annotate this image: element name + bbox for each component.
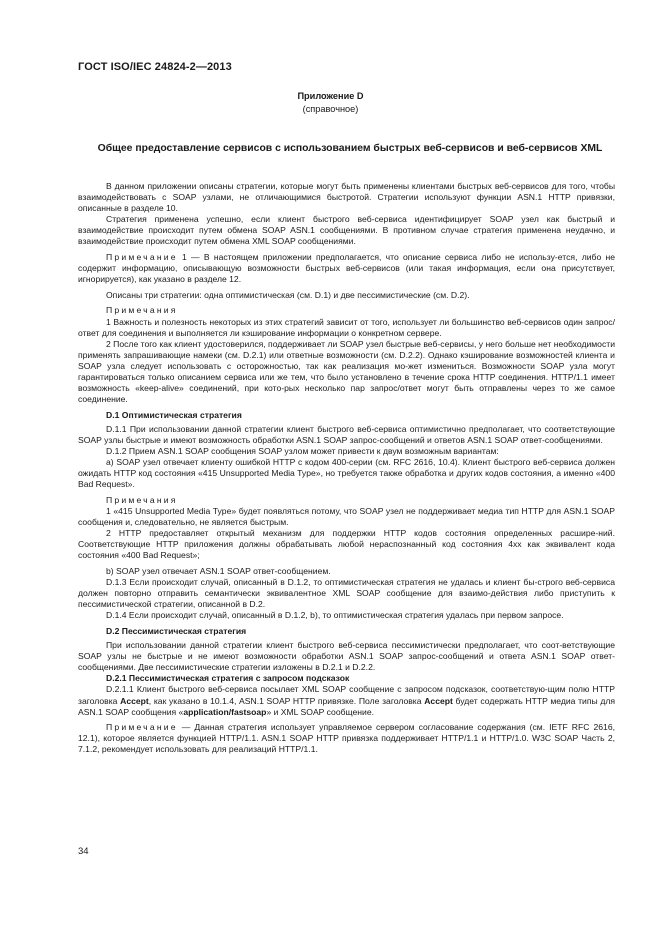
clause: D.1.3 Если происходит случай, описанный в D.1.2, то оптимистическая стратегия не удалась и клиент бы-строго веб-сервиса должен повторно отправить семантически эквивалентное XML SOAP сообщение для взаимо-действия либо приступить к пессимистической стратегии, описанной в D.2. — [78, 577, 615, 610]
note-item: 1 «415 Unsupported Media Type» будет появляться потому, что SOAP узел не поддерживает медиа тип HTTP для ASN.1 SOAP сообщения и, следовательно, не является быстрым. — [78, 506, 615, 528]
clause: D.2.1.1 Клиент быстрого веб-сервиса посылает XML SOAP сообщение с запросом подсказок, соответствую-щим полю HTTP заголовка Accept, как указано в 10.1.4, ASN.1 SOAP HTTP привязке. Поле заголовка Accept будет содержать HTTP медиа типы для ASN.1 SOAP сообщения «application/fastsoap» и XML SOAP сообщение. — [78, 684, 616, 717]
note-item: 2 После того как клиент удостоверился, поддерживает ли SOAP узел быстрые веб-сервисы, у него больше нет необходимости применять запрашивающие намеки (см. D.2.1) или ответные возможности (см. D.2.2). Однако кэширование возможностей клиента и SOAP узла следует использовать с осторожностью, так как реализация мо-жет измениться. Возможности SOAP узла могут гарантироваться только описанием сервиса или же тем, что было установлено в течение срока HTTP соединения. HTTP/1.1 имеет возможность «keep-alive» соединений, при кото-рых несколько пар запрос/ответ могут быть отправлены через то же самое соединение. — [78, 338, 615, 405]
note — [78, 722, 615, 755]
appendix-heading — [0, 90, 661, 115]
clause-item: b) SOAP узел отвечает ASN.1 SOAP ответ-сообщением. — [106, 566, 331, 576]
section-title: Общее предоставление сервисов с использованием быстрых веб-сервисов и веб-сервисов XML — [97, 143, 603, 154]
paragraph: Описаны три стратегии: одна оптимистическая (см. D.1) и две пессимистические (см. D.2). — [106, 289, 470, 300]
page-number: 34 — [78, 846, 89, 857]
note-text: — Данная стратегия использует управляемое сервером согласование содержания (см. IETF RFC 2616, 12.1), которое является функцией HTTP/1.1. ASN.1 SOAP HTTP привязка поддерживает HTTP/1.1 и HTTP/1.0. W3C SOAP Часть 2, 7.1.2, рекомендует использовать для реализаций HTTP/1.1. — [78, 722, 615, 755]
subsection-heading: D.1 Оптимистическая стратегия — [106, 409, 242, 420]
note-text: 1 — В настоящем приложении предполагается, что описание сервиса либо не использу-ется, либо не содержит информацию, описывающую возможности быстрых веб-сервисов (или такая информация, если она присутствует, игнорируется), как указано в разделе 12. — [78, 252, 615, 285]
clause-item: a) SOAP узел отвечает клиенту ошибкой HTTP с кодом 400-серии (см. RFC 2616, 10.4). Клиент быстрого веб-сервиса должен ожидать HTTP код состояния «415 Unsupported Media Type», но требуется также обработка и других кодов состояния, а именно «400 Bad Request». — [78, 457, 615, 490]
appendix-subtitle: (справочное) — [302, 103, 359, 114]
clause: D.1.1 При использовании данной стратегии клиент быстрого веб-сервиса оптимистично предполагает, что соответствующие SOAP узлы быстрые и имеют возможность обработки ASN.1 SOAP запрос-сообщений и ответов ASN.1 SOAP ответ-сообщениями. — [78, 423, 615, 445]
appendix-title: Приложение D — [297, 91, 364, 101]
note-item: 2 HTTP предоставляет открытый механизм для поддержки HTTP кодов состояния определенных расшире-ний. Соответствующие HTTP приложения должны обрабатывать любой нераспознанный код состояния 4xx как эквивалент кода состояния «400 Bad Request»; — [78, 528, 615, 561]
paragraph: Стратегия применена успешно, если клиент быстрого веб-сервиса идентифицирует SOAP узел как быстрый и взаимодействие происходит путем обмена SOAP ASN.1 сообщениями. В противном случае стратегия применена неудачно, и взаимодействие происходит путем обмена XML SOAP сообщениями. — [78, 214, 615, 247]
note-label: Примечание — [106, 252, 178, 263]
subsection-heading: D.2 Пессимистическая стратегия — [106, 625, 247, 636]
paragraph: В данном приложении описаны стратегии, которые могут быть применены клиентами быстрых веб-сервисов для того, чтобы взаимодействовать с SOAP узлами, не отличающимися быстротой. Стратегии используют функции ASN.1 HTTP привязки, описанные в разделе 10. — [78, 181, 615, 214]
clause: D.1.4 Если происходит случай, описанный в D.1.2, b), то оптимистическая стратегия удалась при первом запросе. — [106, 610, 564, 621]
document-body — [78, 181, 615, 756]
paragraph: При использовании данной стратегии клиент быстрого веб-сервиса пессимистически предполагает, что соот-ветствующие SOAP узлы не быстрые и не имеют возможности обработки ASN.1 SOAP запрос-сообщений и ответа ASN.1 SOAP ответ-сообщениями. Две пессимистические стратегии изложены в D.2.1 и D.2.2. — [78, 640, 615, 673]
clause: D.1.2 Прием ASN.1 SOAP сообщения SOAP узлом может привести к двум возможным вариантам: — [106, 446, 499, 457]
document-header: ГОСТ ISO/IEC 24824-2—2013 — [78, 61, 232, 73]
notes-label: Примечания — [106, 305, 178, 316]
subsubsection-heading: D.2.1 Пессимистическая стратегия с запросом подсказок — [106, 673, 350, 684]
notes-label: Примечания — [106, 494, 178, 505]
note — [78, 252, 615, 285]
note-item: 1 Важность и полезность некоторых из этих стратегий зависит от того, использует ли большинство веб-сервисов один запрос/ответ для соединения и выполняется ли кэширование информации о конкретном сервере. — [78, 316, 615, 338]
note-label: Примечание — [106, 722, 178, 733]
